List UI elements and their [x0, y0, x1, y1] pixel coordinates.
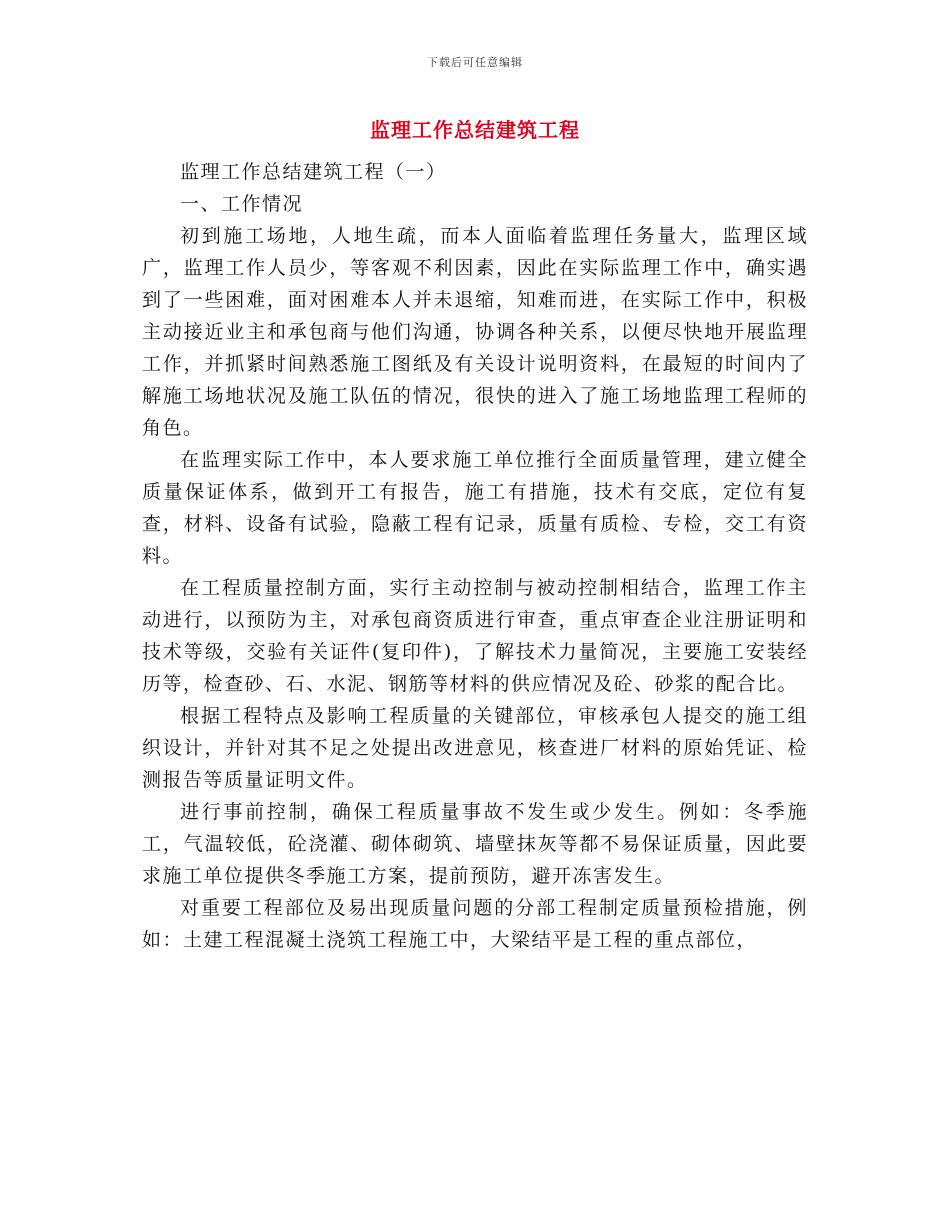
paragraph: 对重要工程部位及易出现质量问题的分部工程制定质量预检措施，例如：土建工程混凝土浇筑工程施工中，大梁结平是工程的重点部位， — [142, 897, 808, 951]
section-heading: 一、工作情况 — [180, 193, 304, 215]
header-note: 下载后可任意编辑 — [427, 56, 523, 69]
paragraph: 初到施工场地，人地生疏，而本人面临着监理任务量大，监理区域广，监理工作人员少，等客观不利因素，因此在实际监理工作中，确实遇到了一些困难，面对困难本人并未退缩，知难而进，在实际工作中，积极主动接近业主和承包商与他们沟通，协调各种关系，以便尽快地开展监理工作，并抓紧时间熟悉施工图纸及有关设计说明资料，在最短的时间内了解施工场地状况及施工队伍的情况，很快的进入了施工场地监理工程师的角色。 — [142, 225, 808, 439]
paragraph: 进行事前控制，确保工程质量事故不发生或少发生。例如：冬季施工，气温较低，砼浇灌、砌体砌筑、墙壁抹灰等都不易保证质量，因此要求施工单位提供冬季施工方案，提前预防，避开冻害发生。 — [142, 801, 808, 887]
paragraph: 根据工程特点及影响工程质量的关键部位，审核承包人提交的施工组织设计，并针对其不足之处提出改进意见，核查进厂材料的原始凭证、检测报告等质量证明文件。 — [142, 705, 808, 791]
paragraph: 在监理实际工作中，本人要求施工单位推行全面质量管理，建立健全质量保证体系，做到开工有报告，施工有措施，技术有交底，定位有复查，材料、设备有试验，隐蔽工程有记录，质量有质检、专检，交工有资料。 — [142, 449, 808, 567]
section-subtitle: 监理工作总结建筑工程（一） — [180, 161, 447, 183]
document-body — [142, 156, 808, 956]
paragraph: 在工程质量控制方面，实行主动控制与被动控制相结合，监理工作主动进行，以预防为主，对承包商资质进行审查，重点审查企业注册证明和技术等级，交验有关证件(复印件)，了解技术力量简况，主要施工安装经历等，检查砂、石、水泥、钢筋等材料的供应情况及砼、砂浆的配合比。 — [142, 577, 808, 695]
document-title: 监理工作总结建筑工程 — [370, 118, 580, 142]
